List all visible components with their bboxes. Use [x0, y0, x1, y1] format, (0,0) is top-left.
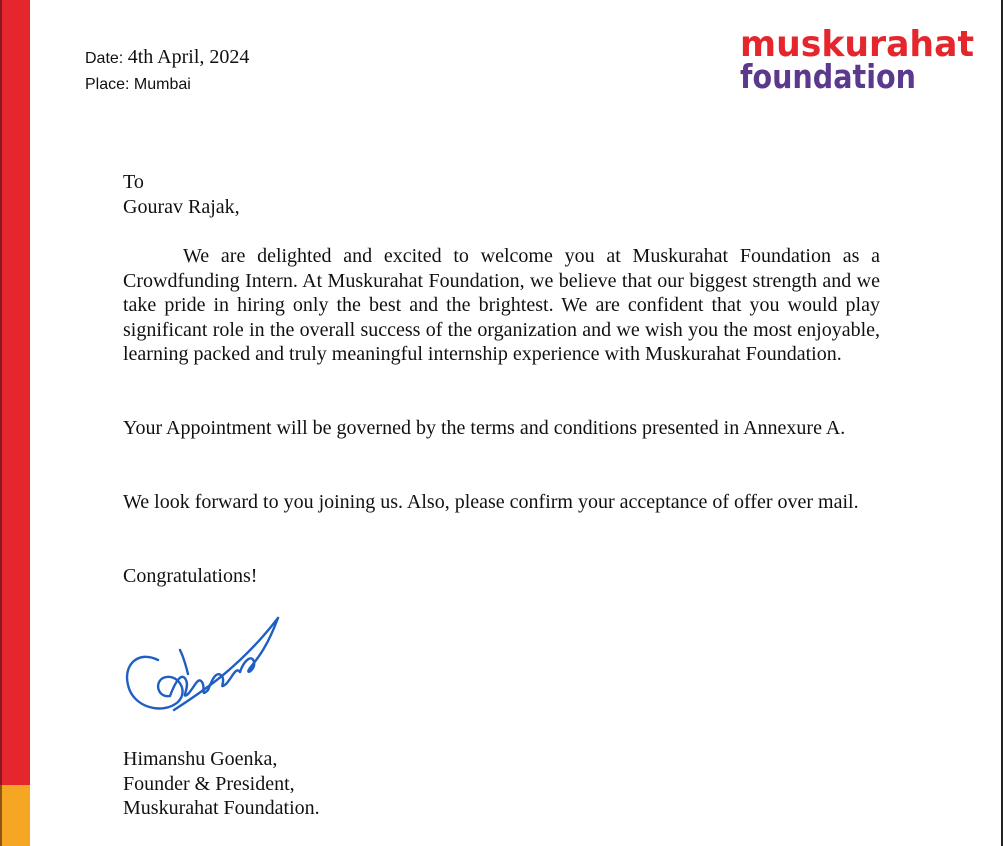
date-line	[85, 46, 249, 69]
date-value: 4th April, 2024	[127, 46, 250, 68]
place-line	[85, 76, 191, 94]
side-color-bar	[0, 0, 30, 846]
terms-paragraph: Your Appointment will be governed by the terms and conditions presented in Annexure A.	[123, 417, 846, 439]
recipient-block	[123, 170, 880, 219]
logo-line1: muskurahat	[740, 24, 974, 65]
welcome-paragraph: We are delighted and excited to welcome you at Muskurahat Foundation as a Crowdfunding Intern. At Muskurahat Foundation, we believe that our biggest strength and we take pride in hiring only the best and the brightest. We are confident that you would play significant role in the overall success of the organization and we wish you the most enjoyable, learning packed and truly meaningful internship experience with Muskurahat Foundation.	[123, 245, 880, 366]
handwritten-signature	[118, 610, 288, 722]
date-label: Date:	[85, 50, 124, 67]
signatory-block	[123, 747, 880, 821]
salutation: To	[123, 171, 144, 193]
closing-line: Congratulations!	[123, 565, 258, 587]
signatory-name: Himanshu Goenka,	[123, 748, 278, 770]
side-bar-orange	[0, 785, 30, 846]
signatory-title: Founder & President,	[123, 772, 295, 795]
muskurahat-logo	[738, 22, 978, 94]
side-bar-red	[0, 0, 30, 785]
logo-line2: foundation	[740, 57, 916, 94]
recipient-name: Gourav Rajak,	[123, 195, 240, 218]
place-value: Mumbai	[133, 76, 191, 93]
signatory-organization: Muskurahat Foundation.	[123, 797, 320, 820]
place-label: Place:	[85, 76, 130, 93]
acceptance-paragraph: We look forward to you joining us. Also, please confirm your acceptance of offer over mail.	[123, 491, 859, 513]
